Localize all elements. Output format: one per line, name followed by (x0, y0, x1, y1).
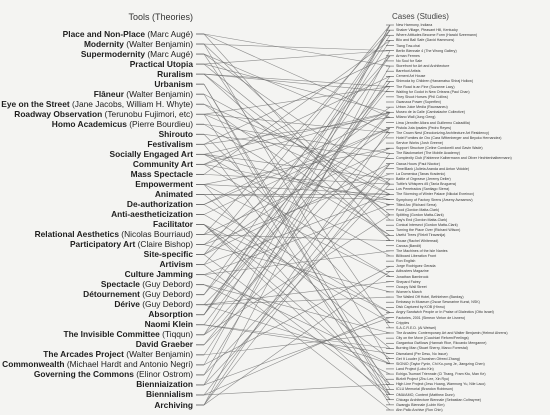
tool-author: (Guy Debord) (139, 289, 193, 300)
tool-name: Site-specific (143, 249, 193, 260)
case-label: The Machines of the Isle Nantes (396, 248, 448, 253)
case-label: Conical Intersect (Gordon Matta-Clark) (396, 223, 458, 228)
tool-label (0, 60, 193, 69)
tool-name: Community Art (132, 158, 193, 169)
case-label: Waiting for Godot in New Orleans (Paul Chan) (396, 89, 470, 94)
tool-name: Modernity (83, 38, 124, 49)
case-label: Gwanzoa Power (Superflex) (396, 100, 441, 104)
tool-label (0, 70, 193, 79)
case-label: City on the Move (Cucchiari Reform/Feelings) (396, 336, 469, 341)
tool-name: David Graeber (135, 339, 193, 350)
case-label: No Soul for Sale (396, 58, 423, 63)
tool-name: Flâneur (93, 88, 124, 99)
case-label: Shaker Village, Pleasant Hill, Kentucky (396, 28, 458, 33)
case-label: Tuttle's Whispers #5 (Tania Bruguera) (396, 182, 457, 187)
connection-line (204, 34, 390, 66)
case-label: Burning Man (Stuart Sherry, Marco Forrestal) (396, 346, 468, 351)
tool-author: (Marc Augé) (145, 48, 193, 59)
tool-label (0, 170, 193, 179)
cases-column-title: Cases (Studies) (392, 12, 449, 21)
case-label: The Storming of Winter Palace (Nikolai Evreinov) (396, 192, 475, 197)
case-label: Battle of Orgreave (Jeremy Deller) (396, 177, 451, 181)
case-label: Bilo and Ball Safe (David Hammons) (396, 38, 455, 43)
tool-label (0, 50, 193, 59)
tool-label (0, 310, 193, 319)
tool-label (0, 40, 193, 49)
case-label: Complexity Club (Fabienne Kalbermann and Oliver Hechtenhalbermann) (396, 156, 512, 161)
case-label: Echigo-Tsumari Triennale (Ci Thang, Fram Ktu, Man Ke) (396, 372, 486, 377)
tool-name: Roadway Observation (14, 108, 103, 119)
tool-name: The Invisible Committee (63, 329, 160, 340)
tool-label (0, 300, 193, 309)
tool-label (0, 370, 193, 379)
tool-label (0, 190, 193, 199)
tool-label (0, 380, 193, 389)
tool-name: Mass Spectacle (130, 168, 193, 179)
case-label: Berlin Biennale 4 (The Wrong Gallery) (396, 48, 457, 53)
tool-author: (Elinor Ostrom) (133, 369, 193, 380)
connection-line (204, 384, 390, 395)
case-label: Barefoot Artists (396, 69, 421, 74)
case-label: Jorge Rodríguez Gerada (396, 264, 436, 269)
case-label: Ahn Pallo Archive (Ron Chin) (396, 408, 443, 412)
tool-label (0, 260, 193, 269)
case-label: High Line Project (Jesu Huang, Wamnorg Yu, Nile Laco) (396, 382, 486, 387)
case-label: Lima (Jennifer Allora and Guillermo Calzadilla) (396, 120, 470, 125)
tool-author: (Guy Debord) (139, 279, 193, 290)
case-label: SIGNIO (Taylor Fynin, Chi Ko-yung Je, Jiangzing Chen) (396, 361, 485, 366)
tool-author: (Michael Hardt and Antonio Negri) (64, 359, 193, 370)
tool-author: (Walter Benjamin) (123, 38, 193, 49)
connection-line (204, 44, 390, 51)
case-label: They Shoot Horses (Phil Collins) (396, 94, 448, 99)
tool-label (0, 200, 193, 209)
case-label: Women's March (396, 289, 422, 294)
connection-line (204, 54, 390, 184)
tool-label (0, 350, 193, 359)
tool-name: Naomi Klein (144, 319, 193, 330)
tool-name: Urbanism (154, 78, 193, 89)
case-label: Jonathan Barnbrook (396, 274, 429, 279)
case-label: The Walled Off Hotel, Bethlehem (Banksy) (396, 295, 464, 300)
case-label: Where Attitudes Become Form (Harald Szeemann) (396, 33, 478, 38)
case-label: Bizkrit Project (Zhu Lee, Xin Ryu) (396, 377, 450, 382)
case-label: Hotel Fomites de Oro (Cara Wittenberger and Beyoko Hernandez) (396, 135, 502, 140)
tool-label (0, 250, 193, 259)
tool-label (0, 110, 193, 119)
case-label: Angry Sandwich People or In Praise of Dialectics (Otto Israel) (396, 310, 494, 315)
case-label: Splitting (Gordon Matta-Clark) (396, 212, 444, 217)
connection-line (204, 56, 390, 265)
tool-name: Homo Academicus (51, 118, 127, 129)
case-label: Cement Art House (396, 74, 426, 79)
case-label: S.A.C.R.E.D. (Ai Weiwei) (396, 325, 437, 330)
tool-name: Détournement (83, 289, 140, 300)
case-label: Oaxca Hours (Paul Nicotor) (396, 161, 440, 166)
case-label: House (Rachel Whiteread) (396, 238, 439, 243)
case-label: Shepard Fairey (396, 279, 421, 284)
tool-name: Eye on the Street (1, 98, 70, 109)
case-label: Adbusters Magazine (396, 269, 429, 274)
case-label: Time/Bank (Julieta Aranda and Anton Vidokle) (396, 166, 470, 171)
connection-line (204, 64, 390, 112)
case-label: Turning the Place Over (Richard Wilson) (396, 228, 461, 233)
tool-name: Biennialism (145, 389, 193, 400)
case-label: La Domenica (Tanas Kradenic) (396, 171, 446, 176)
tool-label (0, 90, 193, 99)
tool-name: Artivism (159, 259, 193, 270)
case-label: Factories, 2001 (Simeon Vinton de Lisnero) (396, 315, 466, 320)
tool-label (0, 401, 193, 410)
case-label: Museo de la Calle (Cambalache Collective) (396, 110, 465, 115)
tool-name: Absorption (148, 309, 193, 320)
case-label: Tiang Tow-chai (396, 43, 420, 48)
case-label: Service Works (Josh Greene) (396, 141, 444, 146)
case-label: OMA/AMO, Content (Matthew Dunn) (396, 392, 455, 397)
tool-name: Place and Non-Place (62, 28, 146, 39)
tool-name: Animated (154, 188, 193, 199)
case-label: Embassy in Museum (Oscar Sewnarine Kunst, NSK) (396, 300, 480, 305)
tool-name: Culture Jamming (124, 269, 193, 280)
connection-line (204, 194, 390, 348)
tool-author: (Tiqqun) (159, 329, 193, 340)
case-label: Symphony of Factory Sirens (Arseny Avraamov) (396, 197, 473, 202)
tool-author: (Walter Benjamin) (123, 88, 193, 99)
tool-label (0, 270, 193, 279)
tool-label (0, 230, 193, 239)
tool-name: Participatory Art (69, 239, 136, 250)
tool-name: Ruralism (157, 68, 193, 79)
tool-label (0, 210, 193, 219)
tool-name: Governing the Commons (33, 369, 134, 380)
tool-label (0, 180, 193, 189)
tool-label (0, 120, 193, 129)
tool-name: Commonwealth (2, 359, 65, 370)
tool-label (0, 340, 193, 349)
tool-name: Dérive (114, 299, 140, 310)
tool-author: (Guy Debord) (139, 299, 193, 310)
case-label: The Arcades: Contemporary Art and Walter Benjamin (Helmut Ahrens) (396, 331, 508, 335)
tool-label (0, 140, 193, 149)
case-label: Cripples (396, 320, 410, 325)
tool-name: Anti-aestheticization (111, 208, 193, 219)
tool-label (0, 220, 193, 229)
tool-name: Empowerment (135, 178, 193, 189)
tool-name: Socially Engaged Art (109, 148, 193, 159)
tool-author: (Walter Benjamin) (123, 349, 193, 360)
tool-label (0, 280, 193, 289)
case-label: Dismaland (Per Desu, No Issue) (396, 351, 448, 356)
tool-label (0, 30, 193, 39)
tool-name: Relational Aesthetics (34, 229, 119, 240)
case-label: New Harmony, Indiana (396, 23, 433, 27)
case-label: Disk Captured by KOB (Hinnu) (396, 305, 445, 310)
case-label: Storefront for Art and Architecture (396, 64, 450, 69)
tool-name: Bienniaization (136, 379, 193, 390)
tool-author: (Nicolas Bourriaud) (118, 229, 193, 240)
tool-name: Facilitator (152, 219, 193, 229)
tool-label (0, 330, 193, 339)
connection-line (204, 87, 390, 115)
case-label: Day's End (Gordon Matta-Clark) (396, 218, 448, 223)
tool-author: (Terunobu Fujimori, etc) (102, 108, 193, 119)
connection-line (204, 282, 390, 305)
tool-label (0, 290, 193, 299)
tool-name: Spectacle (100, 279, 140, 290)
case-label: Pistola Juta Ipsales (Pedro Reyes) (396, 125, 452, 130)
case-label: The Blackmarket (The Mobile Academy) (396, 151, 460, 156)
case-label: Food (Gordon Matta-Clark) (396, 207, 440, 212)
connection-line (204, 87, 390, 315)
tool-name: The Arcades Project (43, 349, 124, 360)
case-label: Urban Juice Media (Raunsaneu) (396, 105, 448, 110)
case-label: Arman Fermes (396, 53, 420, 58)
case-label: Get It Louder (Chunshen Ofreed Zhang) (396, 356, 460, 361)
connection-line (204, 112, 390, 345)
case-label: Billboard Liberation Front (396, 254, 437, 258)
case-label: Los Penetrados (Santiago Sierra) (396, 187, 450, 192)
case-label: ICLU Memorial (Brandon Robinson) (396, 387, 454, 392)
connection-line (204, 34, 390, 241)
tool-name: Shirouto (158, 128, 193, 139)
tool-name: Practical Utopia (129, 58, 193, 69)
connection-line (204, 164, 390, 405)
tool-label (0, 130, 193, 139)
case-label: Shimoda by Children (Hanamatsu Shiraj Hollow) (396, 79, 474, 84)
case-label: Ron English (396, 259, 416, 264)
case-label: Useful Trees (Rirkrit Tiravanija) (396, 233, 446, 238)
case-label: Support Structure (Celine Condorelli and Gavin Wade) (396, 146, 483, 151)
case-label: Tilted Arc (Richard Serra) (396, 202, 437, 207)
connection-line (204, 51, 390, 64)
connection-line (204, 40, 390, 334)
tool-label (0, 100, 193, 109)
tool-label (0, 320, 193, 329)
case-label: Land Project (Lobo Kin) (396, 366, 434, 371)
tool-author: (Jane Jacobs, William H. Whyte) (69, 98, 193, 109)
tool-label (0, 80, 193, 89)
tool-label (0, 360, 193, 369)
case-label: Carosa (Bandit) (396, 243, 422, 248)
tool-name: De-authorization (126, 198, 193, 209)
tool-name: Festivalism (147, 138, 193, 149)
case-label: Occupy Wall Street (396, 284, 427, 289)
case-label: The Road is an Fine (Suzanne Lacy) (396, 84, 455, 89)
case-label: The Crown Nest (Decolonizing Architecture Art Residency) (396, 130, 490, 135)
case-label: Chicago Architecture Biennale (Sebastian Coltrayme) (396, 397, 481, 402)
tool-label (0, 240, 193, 249)
tool-author: (Pierre Bourdieu) (126, 118, 193, 129)
tool-name: Supermodernity (80, 48, 146, 59)
tool-author: (Claire Bishop) (135, 239, 193, 250)
tool-author: (Marc Augé) (145, 28, 193, 39)
tools-column-title: Tools (Theories) (128, 12, 193, 22)
case-label: Milano Wall (Jung Geng) (396, 115, 436, 120)
tool-label (0, 160, 193, 169)
tool-label (0, 150, 193, 159)
case-label: Gwangju Biennale (Lubin Kim) (396, 402, 445, 407)
tool-label (0, 390, 193, 399)
case-label: Gargantua Gwillows (Hannah Rice, Riccardo Menganne) (396, 341, 487, 346)
tool-name: Archiving (154, 399, 193, 410)
